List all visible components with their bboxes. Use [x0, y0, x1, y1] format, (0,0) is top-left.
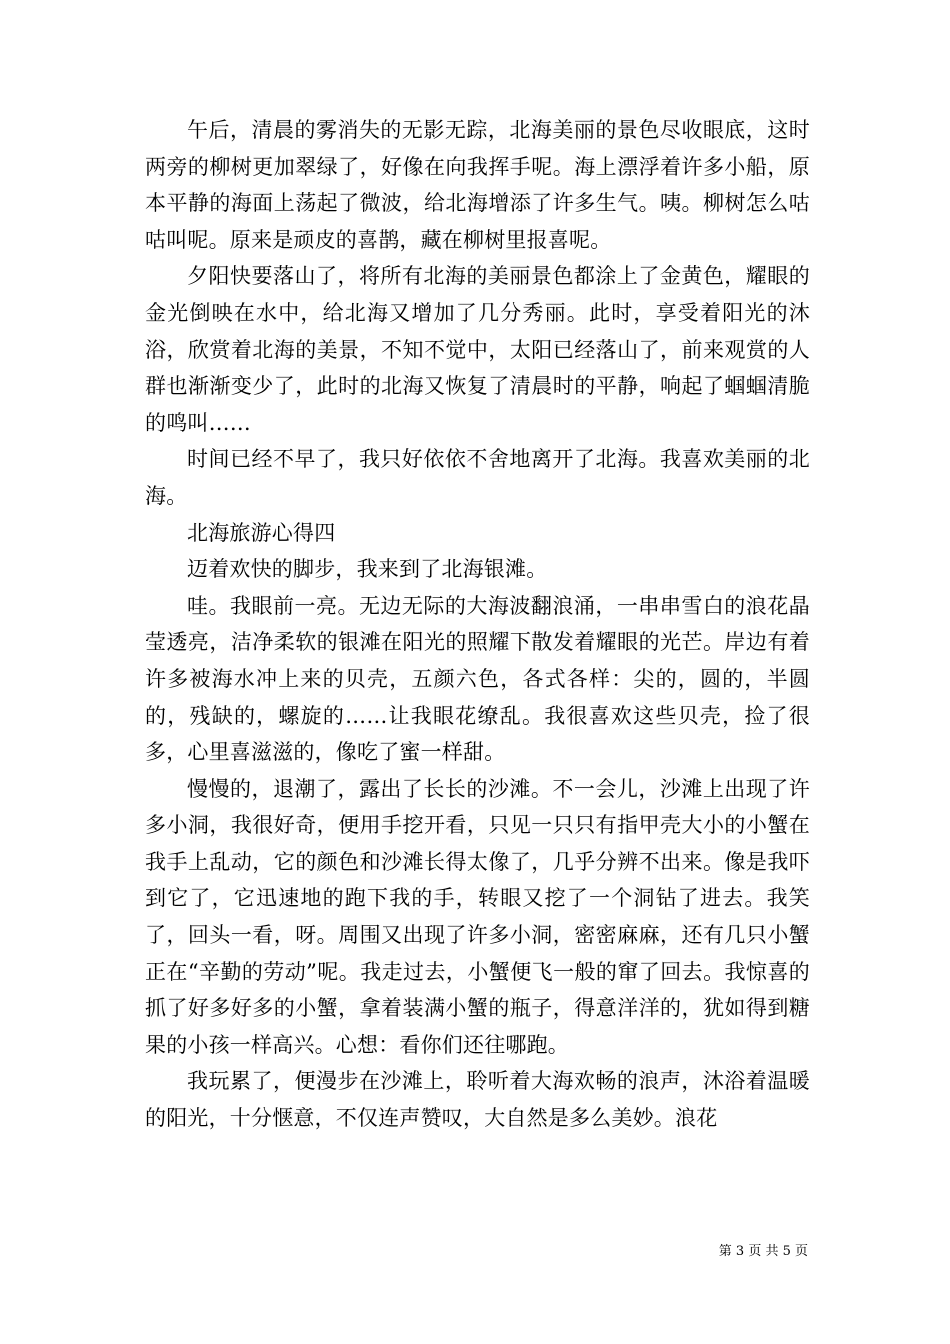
paragraph-stroll: 我玩累了，便漫步在沙滩上，聆听着大海欢畅的浪声，沐浴着温暖的阳光，十分惬意，不仅连声赞叹，大自然是多么美妙。浪花	[145, 1069, 810, 1131]
paragraph-shells: 哇。我眼前一亮。无边无际的大海波翻浪涌，一串串雪白的浪花晶莹透亮，洁净柔软的银滩在阳光的照耀下散发着耀眼的光芒。岸边有着许多被海水冲上来的贝壳，五颜六色，各式各样：尖的，圆的，半圆的，残缺的，螺旋的……让我眼花缭乱。我很喜欢这些贝壳，捡了很多，心里喜滋滋的，像吃了蜜一样甜。	[145, 593, 810, 765]
paragraph-afternoon: 午后，清晨的雾消失的无影无踪，北海美丽的景色尽收眼底，这时两旁的柳树更加翠绿了，好像在向我挥手呢。海上漂浮着许多小船，原本平静的海面上荡起了微波，给北海增添了许多生气。咦。柳树怎么咕咕叫呢。原来是顽皮的喜鹊，藏在柳树里报喜呢。	[145, 118, 810, 252]
paragraph-leaving: 时间已经不早了，我只好依依不舍地离开了北海。我喜欢美丽的北海。	[145, 447, 810, 508]
paragraph-sunset: 夕阳快要落山了，将所有北海的美丽景色都涂上了金黄色，耀眼的金光倒映在水中，给北海又增加了几分秀丽。此时，享受着阳光的沐浴，欣赏着北海的美景，不知不觉中，太阳已经落山了，前来观赏的人群也渐渐变少了，此时的北海又恢复了清晨时的平静，响起了蝈蝈清脆的鸣叫……	[145, 264, 810, 435]
document-body	[145, 112, 810, 1137]
page-number: 第 3 页 共 5 页	[718, 1244, 808, 1259]
section-heading: 北海旅游心得四	[187, 520, 336, 545]
paragraph-crabs: 慢慢的，退潮了，露出了长长的沙滩。不一会儿，沙滩上出现了许多小洞，我很好奇，便用手挖开看，只见一只只有指甲壳大小的小蟹在我手上乱动，它的颜色和沙滩长得太像了，几乎分辨不出来。像是我吓到它了，它迅速地的跑下我的手，转眼又挖了一个洞钻了进去。我笑了，回头一看，呀。周围又出现了许多小洞，密密麻麻，还有几只小蟹正在“辛勤的劳动”呢。我走过去，小蟹便飞一般的窜了回去。我惊喜的抓了好多好多的小蟹，拿着装满小蟹的瓶子，得意洋洋的，犹如得到糖果的小孩一样高兴。心想：看你们还往哪跑。	[145, 776, 810, 1057]
paragraph-arrival: 迈着欢快的脚步，我来到了北海银滩。	[187, 557, 548, 582]
